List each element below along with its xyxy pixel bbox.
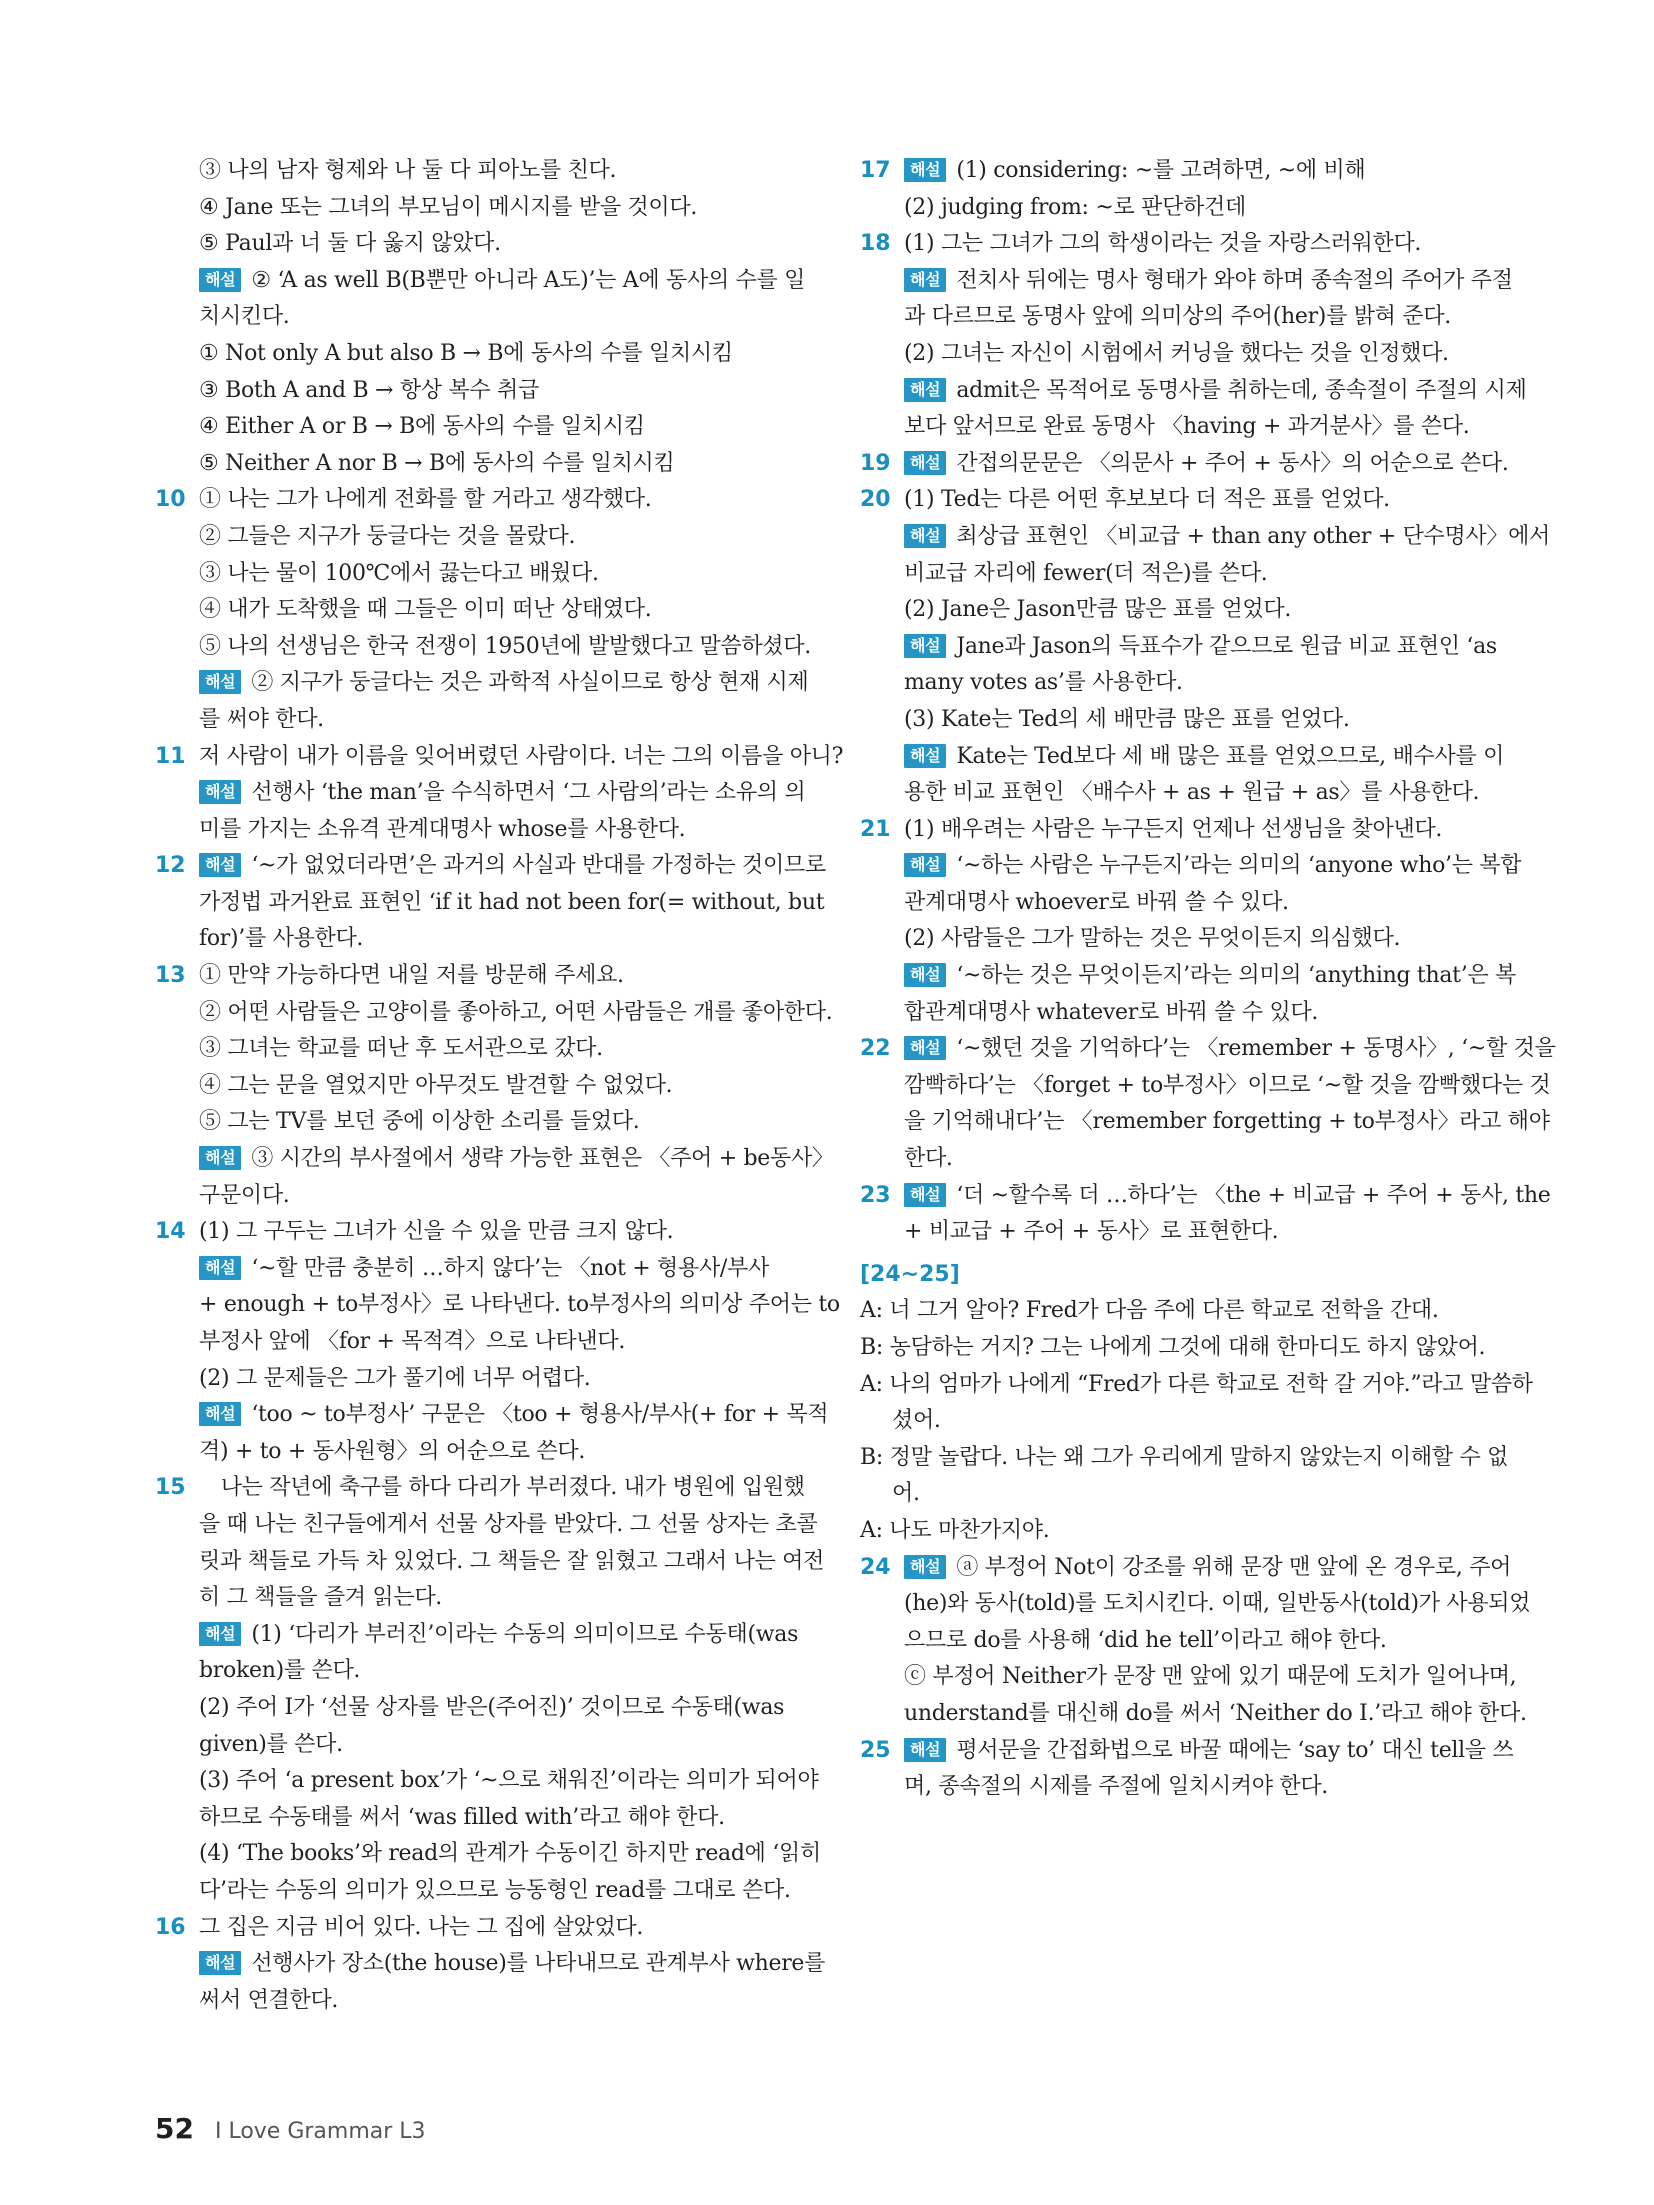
answer-item-25 [860, 1733, 1515, 1806]
explanation-line [904, 263, 1515, 300]
line-text: ④ Jane 또는 그녀의 부모님이 메시지를 받을 것이다. [199, 194, 698, 220]
line-text: (2) 그 문제들은 그가 풀기에 너무 어렵다. [199, 1365, 591, 1391]
explanation-badge: 해설 [199, 1402, 241, 1426]
explanation-line [904, 1178, 1551, 1215]
dialog-line: B: 정말 놀랍다. 나는 왜 그가 우리에게 말하지 않았는지 이해할 수 없 [860, 1444, 1509, 1470]
line-text: ① 만약 가능하다면 내일 저를 방문해 주세요. [199, 963, 624, 989]
line-text: 를 써야 한다. [199, 706, 324, 732]
line-text: 격) + to + 동사원형〉의 어순으로 쓴다. [199, 1438, 586, 1464]
explanation-badge: 해설 [904, 744, 946, 768]
item-number: 22 [860, 1036, 891, 1062]
explanation-line [904, 739, 1515, 776]
answer-item-19 [860, 446, 1515, 483]
text-line [199, 1580, 805, 1617]
line-text: 한다. [904, 1146, 953, 1172]
explanation-line [199, 665, 809, 702]
line-text: 써서 연결한다. [199, 1987, 339, 2013]
explanation-line [199, 1617, 805, 1654]
explanation-line [199, 263, 805, 300]
dialog-line: 어. [892, 1481, 920, 1507]
line-text: 치시킨다. [199, 304, 290, 330]
answer-item-11 [155, 739, 844, 849]
text-line [199, 1507, 818, 1544]
line-text: ④ 내가 도착했을 때 그들은 이미 떠난 상태였다. [199, 597, 652, 623]
explanation-badge: 해설 [199, 1622, 241, 1646]
answer-item-21 [860, 812, 1522, 1032]
line-text: 미를 가지는 소유격 관계대명사 whose를 사용한다. [199, 816, 686, 842]
answer-item-20 [860, 482, 1551, 811]
line-text: 과 다르므로 동명사 앞에 의미상의 주어(her)를 밝혀 준다. [904, 304, 1451, 330]
text-line [904, 336, 1515, 373]
explanation-badge: 해설 [199, 853, 241, 877]
explanation-badge: 해설 [199, 670, 241, 694]
line-text: ‘~하는 사람은 누구든지’라는 의미의 ‘anyone who’는 복합 [956, 853, 1522, 879]
answer-item-17 [860, 153, 1515, 226]
text-line [199, 1653, 805, 1690]
item-number: 19 [860, 450, 891, 476]
dialog-line: A: 나의 엄마가 나에게 “Fred가 다른 학교로 전학 갈 거야.”라고 말씀하 [860, 1371, 1533, 1397]
text-line [199, 336, 805, 373]
explanation-badge: 해설 [199, 1951, 241, 1975]
answer-item-24 [860, 1550, 1531, 1733]
line-text: 보다 앞서므로 완료 동명사 〈having + 과거분사〉를 쓴다. [904, 414, 1470, 440]
text-line [199, 921, 805, 958]
line-text: (3) 주어 ‘a present box’가 ‘~으로 채워진’이라는 의미가 되어야 [199, 1768, 819, 1794]
text-line [904, 775, 1515, 812]
text-line [199, 1068, 805, 1105]
dialog-line: 셨어. [892, 1408, 941, 1434]
explanation-badge: 해설 [904, 1183, 946, 1207]
line-text: 비교급 자리에 fewer(더 적은)를 쓴다. [904, 560, 1268, 586]
item-number: 15 [155, 1475, 186, 1501]
text-line [199, 226, 805, 263]
text-line [904, 482, 1515, 519]
line-text: (2) 사람들은 그가 말하는 것은 무엇이든지 의심했다. [904, 926, 1401, 952]
explanation-line [199, 1397, 829, 1434]
line-text: ‘~할 만큼 충분히 …하지 않다’는 〈not + 형용사/부사 [251, 1255, 769, 1281]
line-text: ① Not only A but also B → B에 동사의 수를 일치시킴 [199, 340, 733, 366]
explanation-line [199, 775, 805, 812]
line-text: 그 집은 지금 비어 있다. 나는 그 집에 살았었다. [199, 1914, 644, 1940]
text-line [199, 153, 805, 190]
text-line [199, 299, 805, 336]
text-line [904, 702, 1515, 739]
text-line [199, 958, 805, 995]
line-text: 합관계대명사 whatever로 바꿔 쓸 수 있다. [904, 999, 1319, 1025]
text-line [199, 446, 805, 483]
text-line [199, 556, 805, 593]
line-text: ‘~했던 것을 기억하다’는 〈remember + 동명사〉, ‘~할 것을 [956, 1036, 1556, 1062]
answer-item-13 [155, 958, 834, 1214]
line-text: (4) ‘The books’와 read의 관계가 수동이긴 하지만 read에 ‘읽히 [199, 1841, 821, 1867]
text-line [199, 1287, 840, 1324]
line-text: 다’라는 수동의 의미가 있으므로 능동형인 read를 그대로 쓴다. [199, 1877, 791, 1903]
line-text: (2) judging from: ~로 판단하건데 [904, 194, 1246, 220]
line-text: 며, 종속절의 시제를 주절에 일치시켜야 한다. [904, 1774, 1328, 1800]
line-text: ‘~가 없었더라면’은 과거의 사실과 반대를 가정하는 것이므로 [251, 853, 826, 879]
text-line [199, 702, 805, 739]
explanation-line [904, 373, 1527, 410]
explanation-badge: 해설 [904, 158, 946, 182]
line-text: 을 기억해내다’는 〈remember forgetting + to부정사〉라고 해야 [904, 1109, 1550, 1135]
text-line [199, 190, 805, 227]
explanation-line [199, 1946, 826, 1983]
text-line [904, 1769, 1515, 1806]
text-line [199, 1470, 805, 1507]
line-text: 구문이다. [199, 1182, 290, 1208]
line-text: (1) ‘다리가 부러진’이라는 수동의 의미이므로 수동태(was [251, 1621, 799, 1647]
text-line [199, 629, 811, 666]
answer-item-14 [155, 1214, 840, 1470]
answer-item-23 [860, 1178, 1551, 1251]
answer-item-18 [860, 226, 1527, 446]
explanation-line [904, 153, 1515, 190]
text-line [904, 1068, 1551, 1105]
text-line [904, 226, 1515, 263]
line-text: many votes as’를 사용한다. [904, 670, 1183, 696]
item-number: 11 [155, 743, 186, 769]
line-text: ③ 나는 물이 100℃에서 끓는다고 배웠다. [199, 560, 599, 586]
line-text: Kate는 Ted보다 세 배 많은 표를 얻었으므로, 배수사를 이 [956, 743, 1505, 769]
line-text: (1) 그는 그녀가 그의 학생이라는 것을 자랑스러워한다. [904, 231, 1422, 257]
text-line [199, 885, 825, 922]
explanation-badge: 해설 [199, 1256, 241, 1280]
left-column [155, 153, 844, 2019]
line-text: ③ 나의 남자 형제와 나 둘 다 피아노를 친다. [199, 158, 617, 183]
text-line [199, 1727, 805, 1764]
explanation-line [904, 1031, 1556, 1068]
line-text: ② 어떤 사람들은 고양이를 좋아하고, 어떤 사람들은 개를 좋아한다. [199, 999, 833, 1025]
line-text: 히 그 책들을 즐겨 읽는다. [199, 1585, 442, 1611]
explanation-line [904, 958, 1515, 995]
text-line [904, 995, 1515, 1032]
line-text: ② 지구가 둥글다는 것은 과학적 사실이므로 항상 현재 시제 [251, 670, 809, 696]
line-text: 릿과 책들로 가득 차 있었다. 그 책들은 잘 읽혔고 그래서 나는 여전 [199, 1548, 825, 1574]
line-text: 깜빡하다’는 〈forget + to부정사〉이므로 ‘~할 것을 깜빡했다는 것 [904, 1072, 1551, 1098]
text-line [199, 1361, 805, 1398]
answer-item-15 [155, 1470, 825, 1909]
explanation-badge: 해설 [199, 268, 241, 292]
line-text: ⓐ 부정어 Not이 강조를 위해 문장 맨 앞에 온 경우로, 주어 [956, 1554, 1512, 1580]
item-number: 12 [155, 853, 186, 879]
text-line [199, 995, 833, 1032]
item-number: 16 [155, 1914, 186, 1940]
text-line [199, 409, 805, 446]
text-line [199, 1544, 825, 1581]
line-text: (1) 그 구두는 그녀가 신을 수 있을 만큼 크지 않다. [199, 1219, 674, 1245]
text-line [904, 1104, 1550, 1141]
book-title: I Love Grammar L3 [214, 2119, 426, 2144]
text-line [904, 665, 1515, 702]
text-line [199, 1836, 821, 1873]
answer-item-10 [155, 482, 811, 738]
line-text: ‘too ~ to부정사’ 구문은 〈too + 형용사/부사(+ for + 목적 [251, 1402, 829, 1428]
line-text: 나는 작년에 축구를 하다 다리가 부러졌다. 내가 병원에 입원했 [199, 1475, 805, 1501]
line-text: ② 그들은 지구가 둥글다는 것을 몰랐다. [199, 523, 576, 549]
explanation-badge: 해설 [904, 963, 946, 987]
line-text: + 비교급 + 주어 + 동사〉로 표현한다. [904, 1219, 1279, 1245]
line-text: (he)와 동사(told)를 도치시킨다. 이때, 일반동사(told)가 사용되었 [904, 1591, 1531, 1617]
explanation-line [199, 1251, 805, 1288]
text-line [199, 1763, 819, 1800]
page-footer [155, 2112, 426, 2145]
line-text: broken)를 쓴다. [199, 1658, 361, 1684]
text-line [199, 592, 805, 629]
line-text: 최상급 표현인 〈비교급 + than any other + 단수명사〉에서 [956, 523, 1551, 549]
line-text: 선행사가 장소(the house)를 나타내므로 관계부사 where를 [251, 1951, 826, 1977]
explanation-badge: 해설 [904, 1738, 946, 1762]
line-text: (1) 배우려는 사람은 누구든지 언제나 선생님을 찾아낸다. [904, 816, 1443, 842]
line-text: ⑤ 나의 선생님은 한국 전쟁이 1950년에 발발했다고 말씀하셨다. [199, 633, 811, 659]
line-text: ⑤ Neither A nor B → B에 동사의 수를 일치시킴 [199, 450, 675, 476]
text-line [904, 812, 1515, 849]
line-text: 저 사람이 내가 이름을 잊어버렸던 사람이다. 너는 그의 이름을 아니? [199, 743, 844, 769]
line-text: ③ 그녀는 학교를 떠난 후 도서관으로 갔다. [199, 1036, 603, 1062]
line-text: 전치사 뒤에는 명사 형태가 와야 하며 종속절의 주어가 주절 [956, 267, 1513, 293]
line-text: ‘더 ~할수록 더 …하다’는 〈the + 비교급 + 주어 + 동사, the [956, 1182, 1551, 1208]
text-line [904, 1586, 1531, 1623]
text-line [904, 1141, 1515, 1178]
item-number: 10 [155, 487, 186, 513]
explanation-badge: 해설 [904, 268, 946, 292]
text-line [904, 1696, 1527, 1733]
section-label: [24~25] [860, 1261, 960, 1287]
line-text: ④ Either A or B → B에 동사의 수를 일치시킴 [199, 414, 645, 440]
line-text: (1) considering: ~를 고려하면, ~에 비해 [956, 158, 1366, 183]
line-text: (2) 그녀는 자신이 시험에서 커닝을 했다는 것을 인정했다. [904, 340, 1449, 366]
explanation-line [904, 629, 1515, 666]
text-line [904, 409, 1515, 446]
explanation-line [199, 848, 826, 885]
text-line [199, 1031, 805, 1068]
text-line [199, 1178, 805, 1215]
explanation-badge: 해설 [904, 378, 946, 402]
text-line [199, 482, 805, 519]
line-text: admit은 목적어로 동명사를 취하는데, 종속절이 주절의 시제 [956, 377, 1527, 403]
text-line [904, 190, 1515, 227]
item-number: 21 [860, 816, 891, 842]
explanation-line [904, 519, 1551, 556]
explanation-badge: 해설 [904, 1555, 946, 1579]
answer-item-12 [155, 848, 826, 958]
line-text: understand를 대신해 do를 써서 ‘Neither do I.’라고 해야 한다. [904, 1700, 1527, 1726]
line-text: ③ Both A and B → 항상 복수 취급 [199, 377, 539, 403]
explanation-line [904, 1550, 1515, 1587]
line-text: (1) Ted는 다른 어떤 후보보다 더 적은 표를 얻었다. [904, 487, 1390, 513]
text-line [904, 885, 1515, 922]
line-text: 으므로 do를 사용해 ‘did he tell’이라고 해야 한다. [904, 1627, 1387, 1653]
explanation-line [904, 446, 1515, 483]
explanation-badge: 해설 [904, 853, 946, 877]
line-text: ⑤ Paul과 너 둘 다 옳지 않았다. [199, 231, 501, 257]
line-text: Jane과 Jason의 득표수가 같으므로 원급 비교 표현인 ‘as [956, 633, 1497, 659]
line-text: 을 때 나는 친구들에게서 선물 상자를 받았다. 그 선물 상자는 초콜 [199, 1511, 818, 1537]
text-line [199, 1690, 805, 1727]
item-number: 20 [860, 487, 891, 513]
text-line [199, 1434, 805, 1471]
line-text: ⓒ 부정어 Neither가 문장 맨 앞에 있기 때문에 도치가 일어나며, [904, 1664, 1517, 1690]
item-number: 24 [860, 1554, 891, 1580]
line-text: 간접의문문은 〈의문사 + 주어 + 동사〉의 어순으로 쓴다. [956, 450, 1509, 476]
right-column [860, 153, 1556, 1806]
text-line [199, 1910, 805, 1947]
page-number: 52 [155, 2112, 194, 2145]
text-line [199, 1983, 805, 2020]
line-text: 가정법 과거완료 표현인 ‘if it had not been for(= without, but [199, 889, 825, 915]
text-line [199, 373, 805, 410]
answer-item-continued [155, 153, 805, 482]
explanation-line [199, 1141, 834, 1178]
line-text: (2) Jane은 Jason만큼 많은 표를 얻었다. [904, 597, 1292, 623]
text-line [904, 1623, 1515, 1660]
text-line [904, 1659, 1515, 1696]
line-text: 하므로 수동태를 써서 ‘was filled with’라고 해야 한다. [199, 1804, 725, 1830]
item-number: 23 [860, 1182, 891, 1208]
line-text: given)를 쓴다. [199, 1731, 343, 1757]
line-text: 부정사 앞에 〈for + 목적격〉으로 나타낸다. [199, 1329, 626, 1354]
answer-item-16 [155, 1910, 826, 2020]
explanation-badge: 해설 [199, 1146, 241, 1170]
item-number: 25 [860, 1737, 891, 1763]
item-number: 17 [860, 158, 891, 183]
explanation-badge: 해설 [904, 524, 946, 548]
text-line [199, 1800, 805, 1837]
text-line [904, 1214, 1515, 1251]
line-text: for)’를 사용한다. [199, 926, 364, 952]
explanation-badge: 해설 [199, 780, 241, 804]
line-text: (3) Kate는 Ted의 세 배만큼 많은 표를 얻었다. [904, 706, 1350, 732]
item-number: 14 [155, 1219, 186, 1245]
dialog-block [860, 1293, 1533, 1549]
text-line [904, 556, 1515, 593]
text-line [904, 299, 1515, 336]
dialog-line: A: 너 그거 알아? Fred가 다음 주에 다른 학교로 전학을 간대. [860, 1298, 1439, 1324]
text-line [904, 921, 1515, 958]
dialog-line: A: 나도 마찬가지야. [860, 1517, 1050, 1543]
line-text: ④ 그는 문을 열었지만 아무것도 발견할 수 없었다. [199, 1072, 673, 1098]
line-text: 선행사 ‘the man’을 수식하면서 ‘그 사람의’라는 소유의 의 [251, 780, 806, 806]
explanation-badge: 해설 [904, 634, 946, 658]
explanation-badge: 해설 [904, 451, 946, 475]
line-text: ③ 시간의 부사절에서 생략 가능한 표현은 〈주어 + be동사〉 [251, 1146, 834, 1172]
line-text: ⑤ 그는 TV를 보던 중에 이상한 소리를 들었다. [199, 1109, 640, 1135]
explanation-line [904, 848, 1522, 885]
text-line [199, 1873, 805, 1910]
explanation-line [904, 1733, 1515, 1770]
line-text: 용한 비교 표현인 〈배수사 + as + 원급 + as〉를 사용한다. [904, 780, 1480, 806]
text-line [199, 1214, 805, 1251]
line-text: 평서문을 간접화법으로 바꿀 때에는 ‘say to’ 대신 tell을 쓰 [956, 1737, 1514, 1763]
answer-item-22 [860, 1031, 1556, 1177]
line-text: 관계대명사 whoever로 바꿔 쓸 수 있다. [904, 889, 1289, 915]
text-line [199, 1324, 805, 1361]
line-text: (2) 주어 I가 ‘선물 상자를 받은(주어진)’ 것이므로 수동태(was [199, 1694, 785, 1720]
item-number: 13 [155, 963, 186, 989]
text-line [199, 812, 805, 849]
explanation-badge: 해설 [904, 1036, 946, 1060]
item-number: 18 [860, 231, 891, 257]
line-text: ② ‘A as well B(B뿐만 아니라 A도)’는 A에 동사의 수를 일 [251, 267, 806, 293]
line-text: + enough + to부정사〉로 나타낸다. to부정사의 의미상 주어는 to [199, 1292, 840, 1318]
dialog-line: B: 농담하는 거지? 그는 나에게 그것에 대해 한마디도 하지 않았어. [860, 1335, 1486, 1360]
text-line [904, 592, 1515, 629]
text-line [199, 739, 844, 776]
line-text: ① 나는 그가 나에게 전화를 할 거라고 생각했다. [199, 487, 652, 513]
line-text: ‘~하는 것은 무엇이든지’라는 의미의 ‘anything that’은 복 [956, 963, 1516, 989]
text-line [199, 1104, 805, 1141]
text-line [199, 519, 805, 556]
